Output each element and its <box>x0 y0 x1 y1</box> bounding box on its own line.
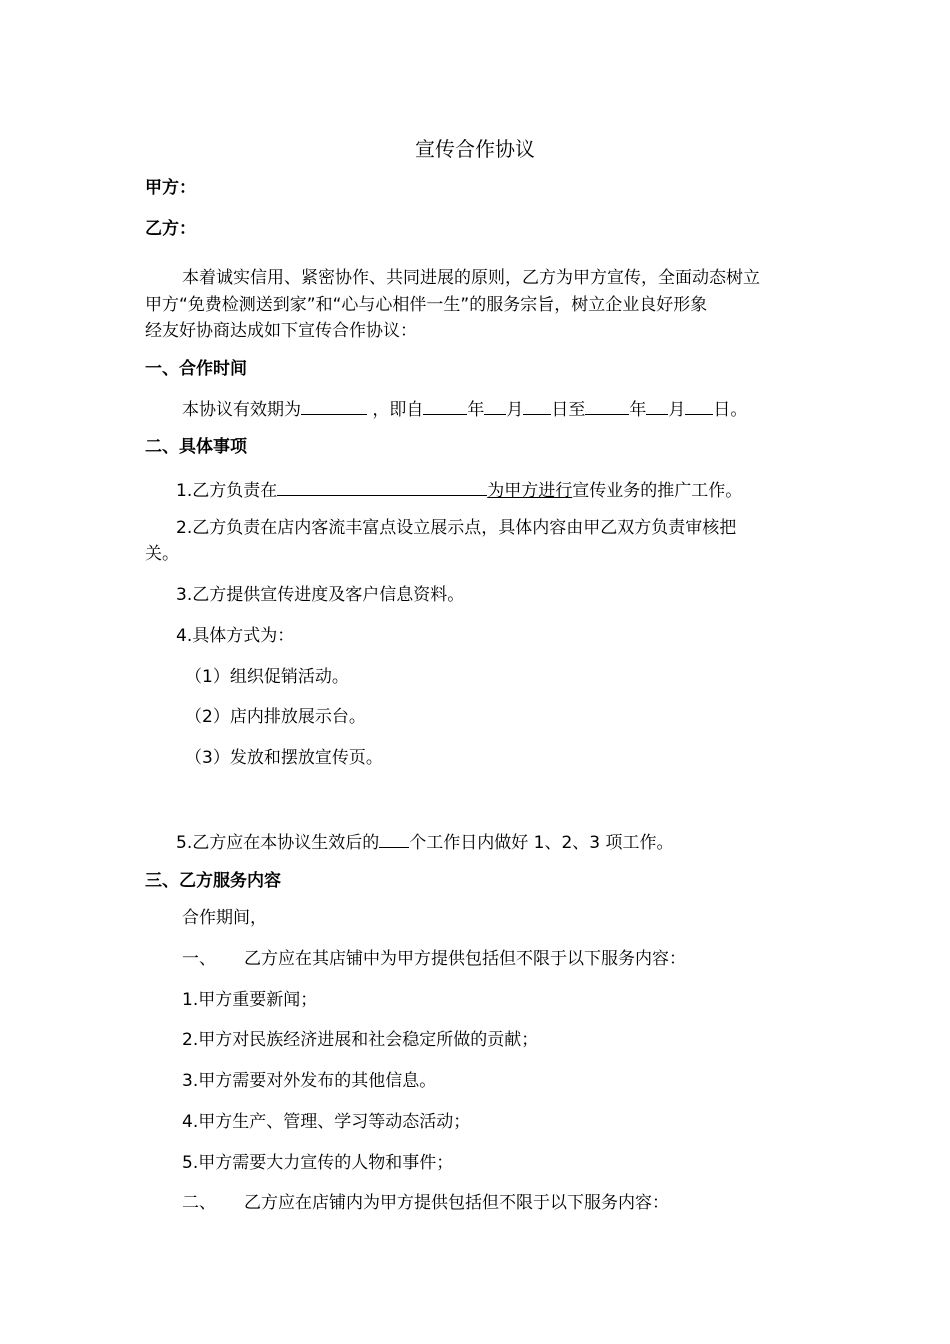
sub-item-2: （2）店内排放展示台。 <box>185 707 366 727</box>
start-month-blank[interactable] <box>484 396 506 415</box>
workdays-blank[interactable] <box>379 829 409 848</box>
clause-1-number: 一、 <box>182 949 216 969</box>
clause-1-text: 乙方应在其店铺中为甲方提供包括但不限于以下服务内容： <box>244 949 686 969</box>
item-2-line-1: 2.乙方负责在店内客流丰富点设立展示点，具体内容由甲乙双方负责审核把 <box>176 518 737 538</box>
sub-item-3: （3）发放和摆放宣传页。 <box>185 748 383 768</box>
end-month-blank[interactable] <box>646 396 668 415</box>
day-to-label: 日至 <box>551 400 586 420</box>
item-5 <box>176 829 674 854</box>
service-item-2: 2.甲方对民族经济进展和社会稳定所做的贡献； <box>182 1030 539 1050</box>
item-1-prefix: 1.乙方负责在 <box>176 481 278 501</box>
start-day-blank[interactable] <box>523 396 551 415</box>
item-1-suffix: 宣传业务的推广工作。 <box>572 481 743 501</box>
document-title: 宣传合作协议 <box>415 137 535 161</box>
end-year-blank[interactable] <box>585 396 629 415</box>
section-heading-cooperation-time: 一、合作时间 <box>145 359 247 379</box>
section-heading-service-content: 三、乙方服务内容 <box>145 871 281 891</box>
cooperation-period-text: 合作期间， <box>182 908 267 928</box>
service-item-5: 5.甲方需要大力宣传的人物和事件； <box>182 1153 454 1173</box>
month-label: 月 <box>668 400 686 420</box>
validity-period-line <box>182 396 747 421</box>
party-b-label: 乙方： <box>145 219 196 239</box>
item-5-suffix: 个工作日内做好 1、2、3 项工作。 <box>409 833 674 853</box>
clause-2-text: 乙方应在店铺内为甲方提供包括但不限于以下服务内容： <box>244 1193 669 1213</box>
service-item-1: 1.甲方重要新闻； <box>182 990 318 1010</box>
sub-item-1: （1）组织促销活动。 <box>185 667 349 687</box>
from-text: ，即自 <box>367 400 424 420</box>
day-end-label: 日。 <box>713 400 748 420</box>
month-label: 月 <box>506 400 524 420</box>
item-1-underlined: 为甲方进行 <box>487 481 573 501</box>
service-item-3: 3.甲方需要对外发布的其他信息。 <box>182 1071 437 1091</box>
item-4: 4.具体方式为： <box>176 626 295 646</box>
location-blank[interactable] <box>277 477 487 496</box>
year-label: 年 <box>467 400 485 420</box>
party-a-label: 甲方： <box>145 178 196 198</box>
end-day-blank[interactable] <box>685 396 713 415</box>
validity-text: 本协议有效期为 <box>182 400 301 420</box>
item-2-line-2: 关。 <box>145 544 179 564</box>
item-5-prefix: 5.乙方应在本协议生效后的 <box>176 833 380 853</box>
intro-line-3: 经友好协商达成如下宣传合作协议： <box>145 321 417 341</box>
item-1 <box>176 477 742 502</box>
service-item-4: 4.甲方生产、管理、学习等动态活动； <box>182 1112 471 1132</box>
clause-2-number: 二、 <box>182 1193 216 1213</box>
item-3: 3.乙方提供宣传进度及客户信息资料。 <box>176 585 465 605</box>
intro-line-1: 本着诚实信用、紧密协作、共同进展的原则，乙方为甲方宣传，全面动态树立 <box>182 268 760 288</box>
start-year-blank[interactable] <box>423 396 467 415</box>
intro-line-2: 甲方“免费检测送到家”和“心与心相伴一生”的服务宗旨，树立企业良好形象 <box>145 295 708 315</box>
validity-blank[interactable] <box>301 396 367 415</box>
section-heading-specific-items: 二、具体事项 <box>145 437 247 457</box>
year-label: 年 <box>629 400 647 420</box>
